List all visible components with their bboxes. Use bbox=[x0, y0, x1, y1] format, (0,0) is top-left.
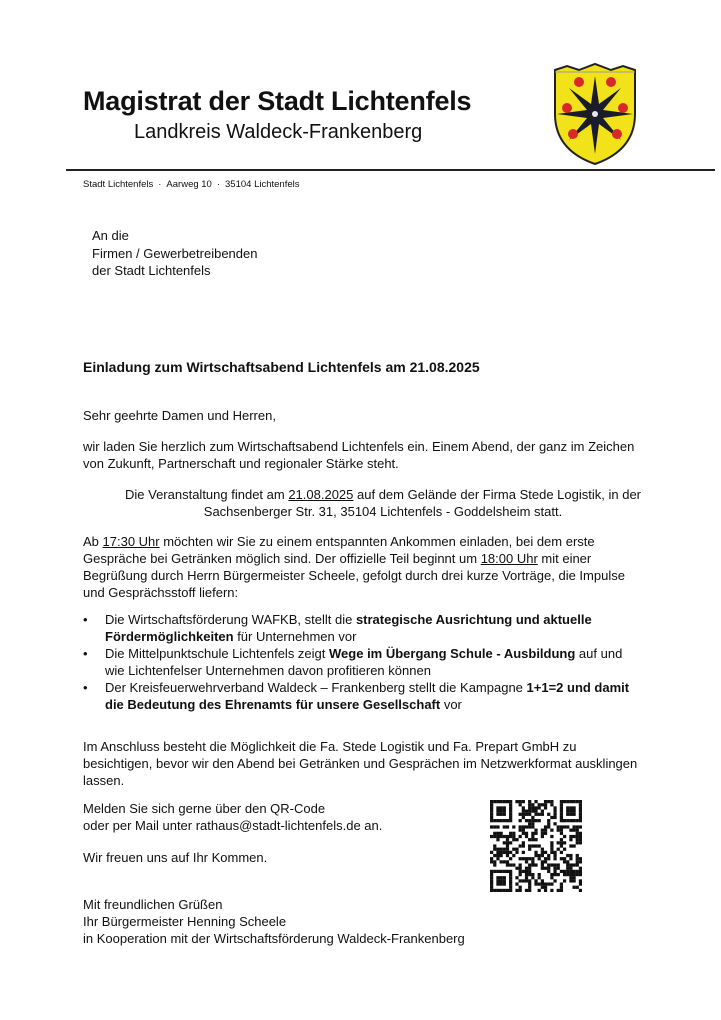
bullet-bold-text: strategische Ausrichtung und aktuelle Fördermöglichkeiten bbox=[105, 612, 592, 644]
event-location: Sachsenberger Str. 31, 35104 Lichtenfels - Goddelsheim statt. bbox=[203, 504, 563, 519]
registration-line: Melden Sie sich gerne über den QR-Code bbox=[83, 801, 326, 816]
header-divider bbox=[66, 169, 715, 171]
event-date: 21.08.2025 bbox=[288, 487, 354, 502]
signature-greeting: Mit freundlichen Grüßen bbox=[83, 897, 223, 912]
registration-line: oder per Mail unter rathaus@stadt-lichtenfels.de an. bbox=[83, 818, 383, 833]
bullet-text: für Unternehmen vor bbox=[233, 629, 357, 644]
schedule-text: mit einer Begrüßung durch Herrn Bürgermeister Scheele, gefolgt durch drei kurze Vorträge, die Impulse und Gesprächsstoff liefern: bbox=[83, 551, 625, 600]
bullet-text: Der Kreisfeuerwehrverband Waldeck – Frankenberg stellt die Kampagne bbox=[105, 680, 527, 695]
closing-remark: Wir freuen uns auf Ihr Kommen. bbox=[83, 850, 268, 865]
registration-text bbox=[83, 800, 483, 834]
bullet-text: Die Mittelpunktschule Lichtenfels zeigt bbox=[105, 646, 330, 661]
talks-list bbox=[83, 611, 643, 713]
recipient-line: An die bbox=[92, 228, 129, 243]
sender-postcode: 35104 Lichtenfels bbox=[225, 179, 300, 190]
page-subtitle: Landkreis Waldeck-Frankenberg bbox=[134, 121, 423, 143]
signature-block bbox=[83, 896, 643, 947]
event-paragraph bbox=[83, 486, 683, 520]
bullet-text: vor bbox=[440, 697, 462, 712]
closing-paragraph: Im Anschluss besteht die Möglichkeit die Fa. Stede Logistik und Fa. Prepart GmbH zu besichtigen, bevor wir den Abend bei Getränken und Gesprächen im Netzwerkformat ausklingen lassen. bbox=[83, 739, 638, 788]
arrival-time: 17:30 Uhr bbox=[102, 534, 160, 549]
recipient-line: der Stadt Lichtenfels bbox=[92, 263, 211, 278]
start-time: 18:00 Uhr bbox=[480, 551, 538, 566]
recipient-address bbox=[92, 227, 257, 280]
recipient-line: Firmen / Gewerbetreibenden bbox=[92, 245, 258, 261]
coat-of-arms-icon bbox=[549, 62, 641, 166]
intro-paragraph: wir laden Sie herzlich zum Wirtschaftsabend Lichtenfels ein. Einem Abend, der ganz im Zeichen von Zukunft, Partnerschaft und regionaler Stärke steht. bbox=[83, 439, 635, 471]
schedule-paragraph bbox=[83, 533, 643, 601]
list-item bbox=[83, 645, 643, 679]
signature-name: Ihr Bürgermeister Henning Scheele bbox=[83, 914, 287, 929]
schedule-text: Ab bbox=[83, 534, 103, 549]
event-text: auf dem Gelände der Firma Stede Logistik, in der bbox=[353, 487, 641, 502]
subject-line: Einladung zum Wirtschaftsabend Lichtenfels am 21.08.2025 bbox=[83, 359, 480, 375]
schedule-text: möchten wir Sie zu einem entspannten Ankommen einladen, bei dem erste Gespräche bei Getränken möglich sind. Der offizielle Teil beginnt um bbox=[83, 534, 595, 566]
page-title: Magistrat der Stadt Lichtenfels bbox=[83, 86, 472, 116]
event-text: Die Veranstaltung findet am bbox=[125, 487, 289, 502]
bullet-text: Die Wirtschaftsförderung WAFKB, stellt die bbox=[105, 612, 356, 627]
qr-code-icon[interactable] bbox=[490, 800, 582, 892]
bullet-text: auf und wie Lichtenfelser Unternehmen davon profitieren können bbox=[105, 646, 623, 678]
sender-town: Stadt Lichtenfels bbox=[83, 179, 154, 190]
sender-line bbox=[83, 179, 300, 190]
sender-separator: · bbox=[216, 179, 221, 190]
bullet-bold-text: 1+1=2 und damit die Bedeutung des Ehrenamts für unsere Gesellschaft bbox=[105, 680, 630, 712]
list-item bbox=[83, 679, 643, 713]
signature-cooperation: in Kooperation mit der Wirtschaftsförderung Waldeck-Frankenberg bbox=[83, 931, 465, 946]
sender-separator: · bbox=[158, 179, 162, 190]
bullet-bold-text: Wege im Übergang Schule - Ausbildung bbox=[329, 646, 576, 661]
list-item bbox=[83, 611, 643, 645]
sender-street: Aarweg 10 bbox=[166, 179, 212, 190]
salutation: Sehr geehrte Damen und Herren, bbox=[83, 408, 276, 423]
